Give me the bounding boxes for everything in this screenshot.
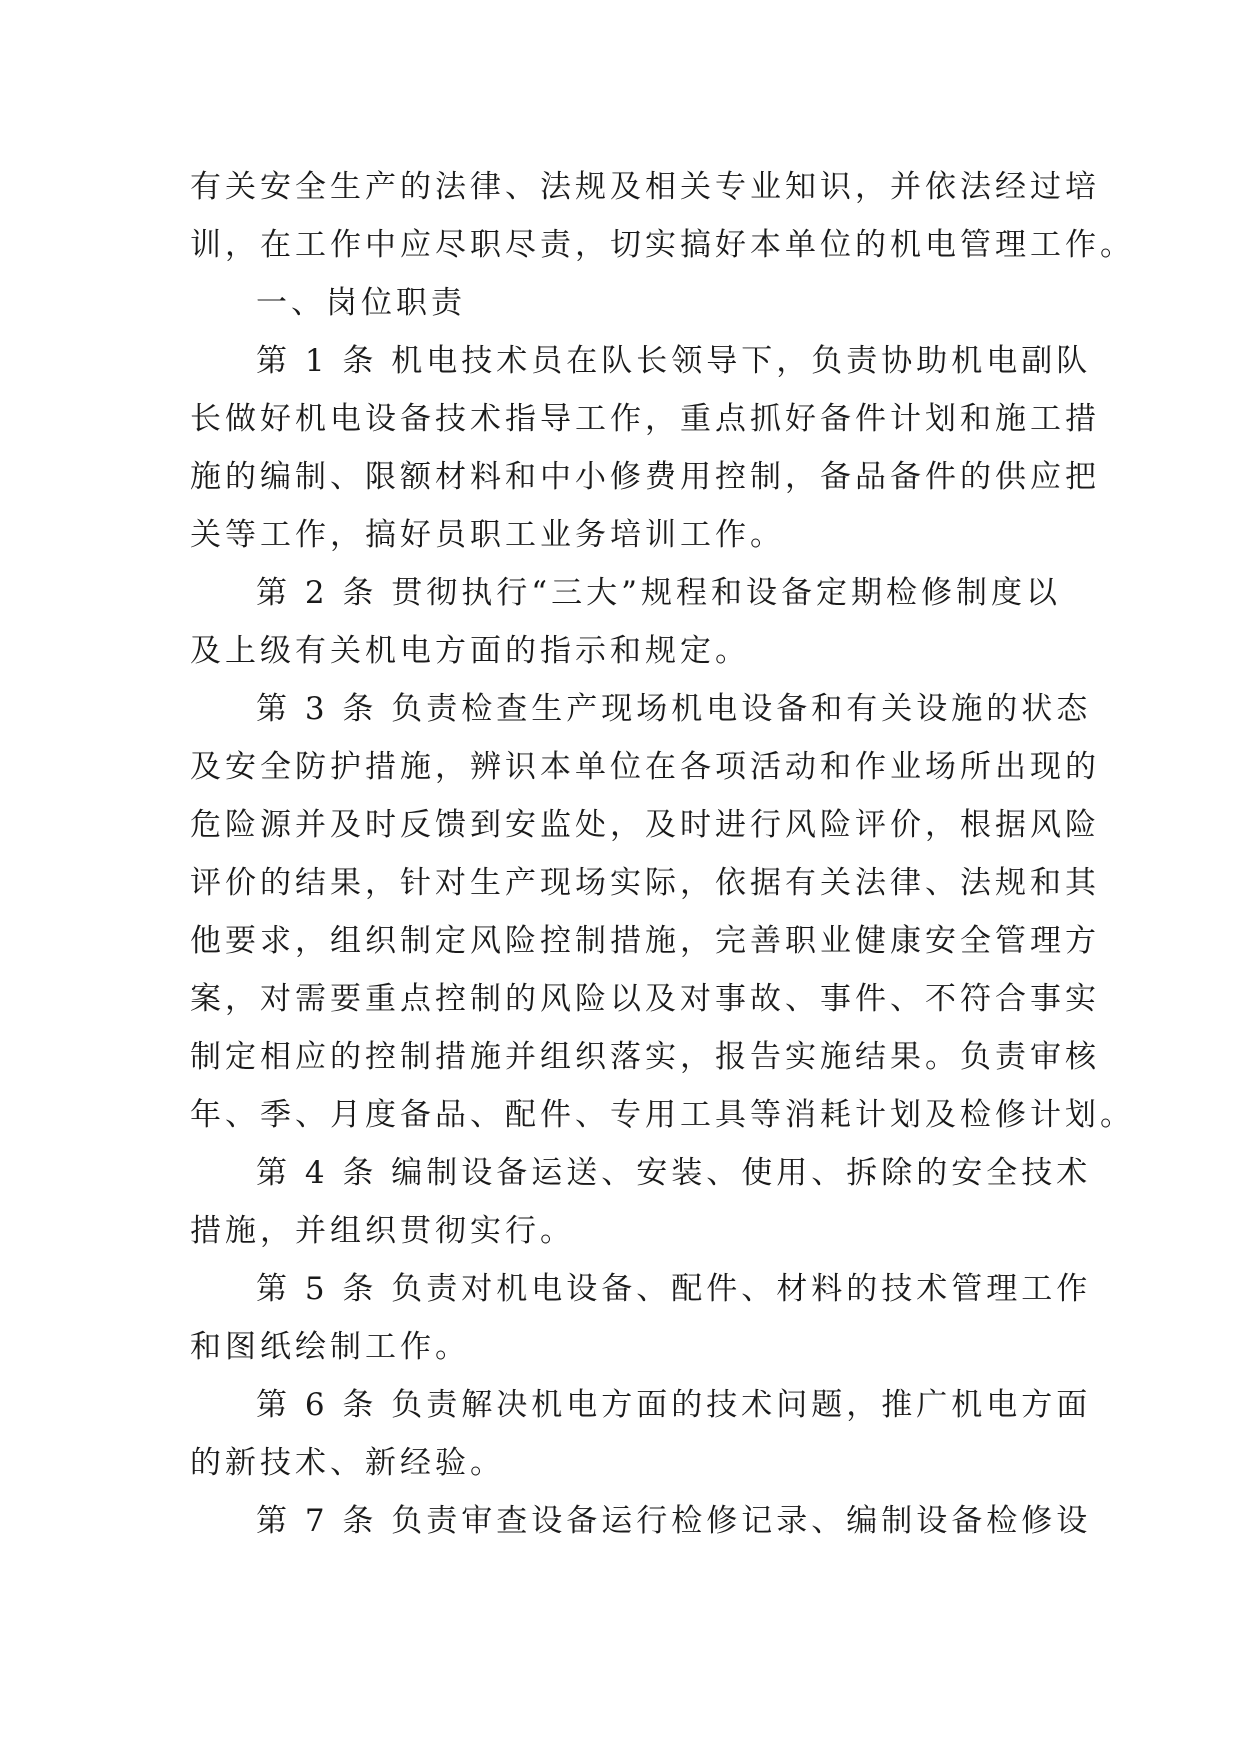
text-line: 制定相应的控制措施并组织落实，报告实施结果。负责审核: [190, 1039, 1100, 1075]
article-7-line: 第 7 条 负责审查设备运行检修记录、编制设备检修设: [256, 1503, 1092, 1539]
text-line: 长做好机电设备技术指导工作，重点抓好备件计划和施工措: [190, 401, 1100, 437]
article-4-line: 第 4 条 编制设备运送、安装、使用、拆除的安全技术: [256, 1155, 1092, 1191]
text-line: 施的编制、限额材料和中小修费用控制，备品备件的供应把: [190, 459, 1100, 495]
text-line: 训，在工作中应尽职尽责，切实搞好本单位的机电管理工作。: [190, 227, 1135, 263]
text-line: 有关安全生产的法律、法规及相关专业知识，并依法经过培: [190, 169, 1100, 205]
section-heading: 一、岗位职责: [256, 285, 466, 321]
article-6-line: 第 6 条 负责解决机电方面的技术问题，推广机电方面: [256, 1387, 1092, 1423]
document-body: [190, 158, 1135, 1550]
text-line: 及上级有关机电方面的指示和规定。: [190, 633, 750, 669]
text-line: 危险源并及时反馈到安监处，及时进行风险评价，根据风险: [190, 807, 1100, 843]
article-3-line: 第 3 条 负责检查生产现场机电设备和有关设施的状态: [256, 691, 1092, 727]
text-line: 他要求，组织制定风险控制措施，完善职业健康安全管理方: [190, 923, 1100, 959]
text-line: 关等工作，搞好员职工业务培训工作。: [190, 517, 785, 553]
article-5-line: 第 5 条 负责对机电设备、配件、材料的技术管理工作: [256, 1271, 1092, 1307]
text-line: 和图纸绘制工作。: [190, 1329, 470, 1365]
article-1-line: 第 1 条 机电技术员在队长领导下，负责协助机电副队: [256, 343, 1092, 379]
text-line: 案，对需要重点控制的风险以及对事故、事件、不符合事实: [190, 981, 1100, 1017]
text-line: 评价的结果，针对生产现场实际，依据有关法律、法规和其: [190, 865, 1100, 901]
text-line: 年、季、月度备品、配件、专用工具等消耗计划及检修计划。: [190, 1097, 1135, 1133]
text-line: 的新技术、新经验。: [190, 1445, 505, 1481]
article-2-line: 第 2 条 贯彻执行“三大”规程和设备定期检修制度以: [256, 575, 1061, 611]
text-line: 措施，并组织贯彻实行。: [190, 1213, 575, 1249]
text-line: 及安全防护措施，辨识本单位在各项活动和作业场所出现的: [190, 749, 1100, 785]
